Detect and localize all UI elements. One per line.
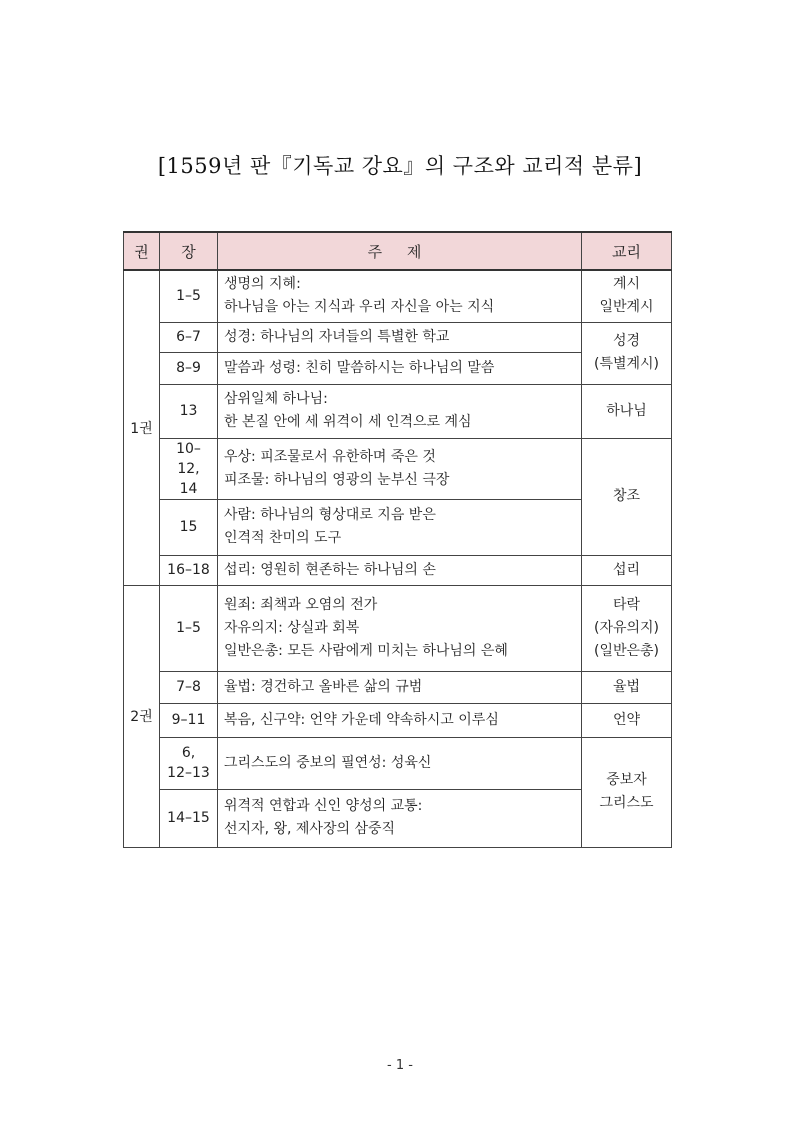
doctrine-cell: 성경 (특별계시) — [582, 322, 672, 384]
chapter-cell: 16–18 — [160, 555, 218, 585]
header-chapter: 장 — [160, 232, 218, 270]
chapter-cell: 10–12, 14 — [160, 438, 218, 499]
chapter-cell: 6–7 — [160, 322, 218, 352]
topic-cell: 생명의 지혜: 하나님을 아는 지식과 우리 자신을 아는 지식 — [218, 270, 582, 322]
topic-cell: 말씀과 성령: 친히 말씀하시는 하나님의 말씀 — [218, 352, 582, 384]
chapter-cell: 6, 12–13 — [160, 737, 218, 789]
doctrine-cell: 율법 — [582, 671, 672, 703]
table-row — [124, 737, 672, 789]
table-row — [124, 703, 672, 737]
topic-cell: 원죄: 죄책과 오염의 전가 자유의지: 상실과 회복 일반은총: 모든 사람에게 미치는 하나님의 은혜 — [218, 585, 582, 671]
chapter-cell: 15 — [160, 499, 218, 555]
topic-cell: 섭리: 영원히 현존하는 하나님의 손 — [218, 555, 582, 585]
chapter-cell: 1–5 — [160, 585, 218, 671]
page-title: [1559년 판『기독교 강요』의 구조와 교리적 분류] — [157, 154, 643, 178]
table-row — [124, 585, 672, 671]
volume-cell: 1권 — [124, 270, 160, 585]
table-row — [124, 555, 672, 585]
doctrine-cell: 하나님 — [582, 384, 672, 438]
chapter-cell: 1–5 — [160, 270, 218, 322]
table-header-row — [124, 232, 672, 270]
table-row — [124, 384, 672, 438]
doctrine-cell: 타락 (자유의지) (일반은총) — [582, 585, 672, 671]
topic-cell: 우상: 피조물로서 유한하며 죽은 것 피조물: 하나님의 영광의 눈부신 극장 — [218, 438, 582, 499]
header-topic: 주 제 — [218, 232, 582, 270]
institutes-structure-table — [123, 231, 672, 848]
table-row — [124, 270, 672, 322]
table-row — [124, 438, 672, 499]
topic-cell: 율법: 경건하고 올바른 삶의 규범 — [218, 671, 582, 703]
chapter-cell: 13 — [160, 384, 218, 438]
topic-cell: 그리스도의 중보의 필연성: 성육신 — [218, 737, 582, 789]
topic-cell: 성경: 하나님의 자녀들의 특별한 학교 — [218, 322, 582, 352]
chapter-cell: 8–9 — [160, 352, 218, 384]
chapter-cell: 9–11 — [160, 703, 218, 737]
table-row — [124, 671, 672, 703]
table-row — [124, 322, 672, 352]
topic-cell: 삼위일체 하나님: 한 본질 안에 세 위격이 세 인격으로 계심 — [218, 384, 582, 438]
doctrine-cell: 창조 — [582, 438, 672, 555]
doctrine-cell: 언약 — [582, 703, 672, 737]
doctrine-cell: 섭리 — [582, 555, 672, 585]
topic-cell: 복음, 신구약: 언약 가운데 약속하시고 이루심 — [218, 703, 582, 737]
topic-cell: 사람: 하나님의 형상대로 지음 받은 인격적 찬미의 도구 — [218, 499, 582, 555]
doctrine-cell: 계시 일반계시 — [582, 270, 672, 322]
page-number: - 1 - — [387, 1058, 413, 1073]
chapter-cell: 7–8 — [160, 671, 218, 703]
doctrine-cell: 중보자 그리스도 — [582, 737, 672, 847]
volume-cell: 2권 — [124, 585, 160, 847]
topic-cell: 위격적 연합과 신인 양성의 교통: 선지자, 왕, 제사장의 삼중직 — [218, 789, 582, 847]
header-doctrine: 교리 — [582, 232, 672, 270]
header-volume: 권 — [124, 232, 160, 270]
chapter-cell: 14–15 — [160, 789, 218, 847]
